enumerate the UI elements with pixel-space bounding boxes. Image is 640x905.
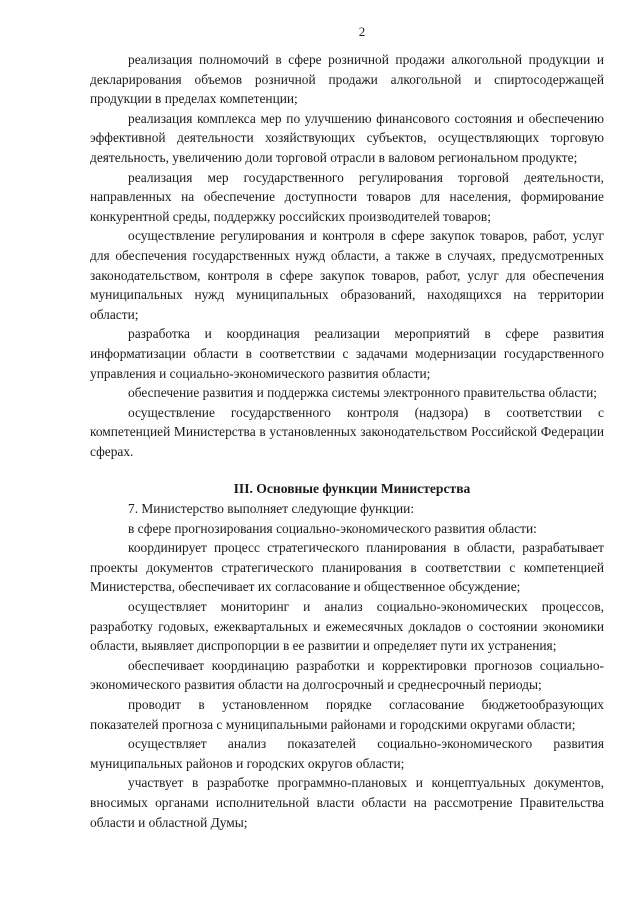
paragraph: проводит в установленном порядке согласование бюджетообразующих показателей прогноза с муниципальными районами и городскими округами области; <box>90 697 604 732</box>
paragraph: разработка и координация реализации мероприятий в сфере развития информатизации области в соответствии с задачами модернизации государственного управления и социально-экономического развития области; <box>90 326 604 381</box>
page-number: 2 <box>358 24 366 39</box>
paragraphs-top <box>90 50 604 461</box>
paragraph: обеспечивает координацию разработки и корректировки прогнозов социально-экономического развития области на долгосрочный и среднесрочный периоды; <box>90 657 604 693</box>
paragraph: 7. Министерство выполняет следующие функции: <box>128 501 415 517</box>
paragraph: осуществляет анализ показателей социально-экономического развития муниципальных районов и городских округов области; <box>90 736 604 771</box>
paragraph: обеспечение развития и поддержка системы электронного правительства области; <box>128 385 598 401</box>
paragraph: реализация комплекса мер по улучшению финансового состояния и обеспечению эффективной деятельности хозяйствующих субъектов, осуществляющих торговую деятельность, увеличению доли торговой отрасли в валовом региональном продукте; <box>90 110 604 165</box>
paragraphs-bottom <box>90 499 604 832</box>
paragraph: координирует процесс стратегического планирования в области, разрабатывает проекты документов стратегического планирования в соответствии с компетенцией Министерства, обеспечивает их согласование и общественное обсуждение; <box>90 540 604 595</box>
section-title: III. Основные функции Министерства <box>233 481 471 497</box>
paragraph: осуществляет мониторинг и анализ социально-экономических процессов, разработку годовых, ежеквартальных и ежемесячных докладов о состоянии экономики области, выявляет диспропорции в ее развитии и определяет пути их устранения; <box>90 599 604 654</box>
paragraph: участвует в разработке программно-плановых и концептуальных документов, вносимых органами исполнительной власти области на рассмотрение Правительства области и областной Думы; <box>90 775 604 830</box>
paragraph: осуществление регулирования и контроля в сфере закупок товаров, работ, услуг для обеспечения государственных нужд области, а также в случаях, предусмотренных законодательством, контроля в сфере закупок товаров, работ, услуг для обеспечения муниципальных нужд муниципальных образований, находящихся на территории области; <box>90 228 604 322</box>
paragraph: реализация мер государственного регулирования торговой деятельности, направленных на обеспечение доступности товаров для населения, формирование конкурентной среды, поддержку российских производителей товаров; <box>90 169 604 224</box>
paragraph: в сфере прогнозирования социально-экономического развития области: <box>128 520 537 536</box>
paragraph: реализация полномочий в сфере розничной продажи алкогольной продукции и декларирования объемов розничной продажи алкогольной и спиртосодержащей продукции в пределах компетенции; <box>90 52 604 107</box>
paragraph: осуществление государственного контроля (надзора) в соответствии с компетенцией Министерства в установленных законодательством Российской Федерации сферах. <box>90 404 604 459</box>
